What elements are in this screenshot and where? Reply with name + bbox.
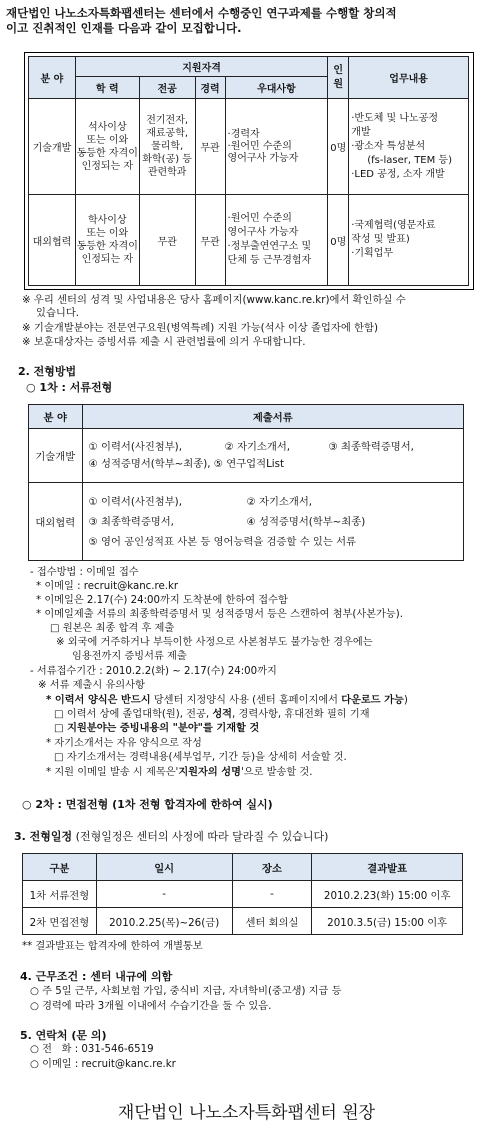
major-cell: 전기전자, 재료공학, 물리학, 화학(공) 등 관련학과 bbox=[139, 99, 195, 195]
section-conditions-title: 4. 근무조건 : 센터 내규에 의함 bbox=[20, 970, 173, 983]
method-line: □ 자기소개서는 경력내용(세부업무, 기간 등)을 상세히 서술할 것. bbox=[54, 752, 347, 763]
header-field: 분 야 bbox=[29, 405, 83, 429]
method-line: □ 원본은 최종 합격 후 제출 bbox=[50, 623, 175, 634]
method-line: * 지원 이메일 발송 시 제목은'지원자의 성명'으로 발송할 것. bbox=[46, 767, 313, 778]
method-line: □ 지원분야는 증빙내용의 "분야"를 기재할 것 bbox=[54, 723, 260, 734]
result-note: ** 결과발표는 합격자에 한하여 개별통보 bbox=[22, 941, 203, 952]
career-cell: 무관 bbox=[195, 99, 225, 195]
round2-title: ○ 2차 : 면접전형 (1차 전형 합격자에 한하여 실시) bbox=[22, 798, 273, 811]
header-location: 장소 bbox=[232, 854, 312, 881]
qualification-table bbox=[28, 56, 469, 286]
section-schedule-title: 3. 전형일정 (전형일정은 센터의 사정에 따라 달라질 수 있습니다) bbox=[14, 830, 329, 843]
result-cell: 2010.3.5(금) 15:00 이후 bbox=[312, 908, 463, 935]
result-cell: 2010.2.23(화) 15:00 이후 bbox=[312, 881, 463, 908]
preference-cell: ·원어민 수준의 영어구사 가능자 ·정부출연연구소 및 단체 등 근무경험자 bbox=[225, 195, 328, 286]
duty-cell: ·국제협력(영문자료 작성 및 발표) ·기획업무 bbox=[349, 195, 469, 286]
header-duty: 업무내용 bbox=[349, 57, 469, 99]
method-line: □ 이력서 상에 졸업대학(원), 전공, 성적, 경력사항, 휴대전화 필히 기재 bbox=[54, 709, 370, 720]
field-cell: 기술개발 bbox=[29, 429, 83, 483]
documents-cell: ① 이력서(사진첨부), ② 자기소개서, ③ 최종학력증명서, ④ 성적증명서(학부~최종) ⑤ 영어 공인성적표 사본 등 영어능력을 검증할 수 있는 서류 bbox=[82, 483, 463, 561]
method-line: ※ 외국에 거주하거나 부득이한 사정으로 사본첨부도 불가능한 경우에는 bbox=[56, 637, 373, 648]
note-veterans: ※ 보훈대상자는 증빙서류 제출 시 관련법률에 의거 우대합니다. bbox=[22, 336, 306, 348]
header-datetime: 일시 bbox=[96, 854, 232, 881]
note-military: ※ 기술개발분야는 전문연구요원(병역특례) 지원 가능(석사 이상 졸업자에 한함) bbox=[22, 322, 378, 334]
location-cell: 센터 회의실 bbox=[232, 908, 312, 935]
conditions-line: ○ 경력에 따라 3개월 이내에서 수습기간을 둘 수 있음. bbox=[30, 1001, 272, 1012]
intro-line-1: 재단법인 나노소자특화팹센터는 센터에서 수행중인 연구과제를 수행할 창의적 bbox=[6, 6, 397, 20]
intro-text bbox=[6, 6, 488, 36]
table-row bbox=[29, 483, 464, 561]
round1-title: ○ 1차 : 서류전형 bbox=[26, 381, 113, 394]
headcount-cell: 0명 bbox=[328, 195, 349, 286]
field-cell: 기술개발 bbox=[29, 99, 76, 195]
method-line: * 이메일은 2.17(수) 24:00까지 도착분에 한하여 접수함 bbox=[36, 595, 288, 606]
header-documents: 제출서류 bbox=[82, 405, 463, 429]
table-row bbox=[29, 99, 469, 195]
header-category: 구분 bbox=[23, 854, 97, 881]
header-major: 전공 bbox=[139, 77, 195, 99]
signature-footer: 재단법인 나노소자특화팹센터 원장 bbox=[117, 1103, 376, 1123]
datetime-cell: - bbox=[96, 881, 232, 908]
method-line: * 이력서 양식은 반드시 당센터 지정양식 사용 (센터 홈페이지에서 다운로드 가능) bbox=[46, 695, 408, 706]
preference-cell: ·경력자 ·원어민 수준의 영어구사 가능자 bbox=[225, 99, 328, 195]
field-cell: 대외협력 bbox=[29, 195, 76, 286]
table-row bbox=[23, 881, 463, 908]
header-education: 학 력 bbox=[75, 77, 139, 99]
note-website: ※ 우리 센터의 성격 및 사업내용은 당사 홈페이지(www.kanc.re.kr)에서 확인하실 수 bbox=[22, 294, 406, 306]
duty-cell: ·반도체 및 나노공정 개발 ·광소자 특성분석 (fs-laser, TEM 등) ·LED 공정, 소자 개발 bbox=[349, 99, 469, 195]
field-cell: 대외협력 bbox=[29, 483, 83, 561]
header-career: 경력 bbox=[195, 77, 225, 99]
career-cell: 무관 bbox=[195, 195, 225, 286]
education-cell: 석사이상 또는 이와 동등한 자격이 인정되는 자 bbox=[75, 99, 139, 195]
method-line: 임용전까지 증빙서류 제출 bbox=[72, 651, 187, 662]
category-cell: 2차 면접전형 bbox=[23, 908, 97, 935]
method-email: * 이메일 : recruit@kanc.re.kr bbox=[36, 581, 179, 592]
datetime-cell: 2010.2.25(목)~26(금) bbox=[96, 908, 232, 935]
contact-email: ○ 이메일 : recruit@kanc.re.kr bbox=[30, 1059, 176, 1070]
intro-line-2: 이고 진취적인 인재를 다음과 같이 모집합니다. bbox=[6, 21, 242, 35]
education-cell: 학사이상 또는 이와 동등한 자격이 인정되는 자 bbox=[75, 195, 139, 286]
section-contact-title: 5. 연락처 (문 의) bbox=[20, 1029, 107, 1042]
contact-phone: ○ 전 화 : 031-546-6519 bbox=[30, 1044, 154, 1055]
method-line: * 이메일제출 서류의 최종학력증명서 및 성적증명서 등은 스캔하여 첨부(사본가능). bbox=[36, 609, 403, 620]
header-headcount: 인 원 bbox=[328, 57, 349, 99]
header-field: 분 야 bbox=[29, 57, 76, 99]
table-row bbox=[29, 195, 469, 286]
documents-cell: ① 이력서(사진첨부), ② 자기소개서, ③ 최종학력증명서, ④ 성적증명서(학부~최종), ⑤ 연구업적List bbox=[82, 429, 463, 483]
conditions-line: ○ 주 5일 근무, 사회보험 가입, 중식비 지급, 자녀학비(중고생) 지급 등 bbox=[30, 986, 342, 997]
headcount-cell: 0명 bbox=[328, 99, 349, 195]
method-line: ※ 서류 제출시 유의사항 bbox=[38, 680, 145, 691]
method-period: - 서류접수기간 : 2010.2.2(화) ~ 2.17(수) 24:00까지 bbox=[30, 666, 277, 677]
location-cell: - bbox=[232, 881, 312, 908]
section-selection-title: 2. 전형방법 bbox=[18, 365, 77, 378]
header-qualification: 지원자격 bbox=[75, 57, 327, 77]
table-row bbox=[23, 908, 463, 935]
schedule-table bbox=[22, 853, 463, 935]
note-website-cont: 있습니다. bbox=[36, 307, 80, 319]
table-row bbox=[29, 429, 464, 483]
documents-table bbox=[28, 404, 464, 561]
method-line: * 자기소개서는 자유 양식으로 작성 bbox=[46, 738, 202, 749]
major-cell: 무관 bbox=[139, 195, 195, 286]
header-preference: 우대사항 bbox=[225, 77, 328, 99]
method-line: - 접수방법 : 이메일 접수 bbox=[30, 567, 139, 578]
header-result: 결과발표 bbox=[312, 854, 463, 881]
category-cell: 1차 서류전형 bbox=[23, 881, 97, 908]
